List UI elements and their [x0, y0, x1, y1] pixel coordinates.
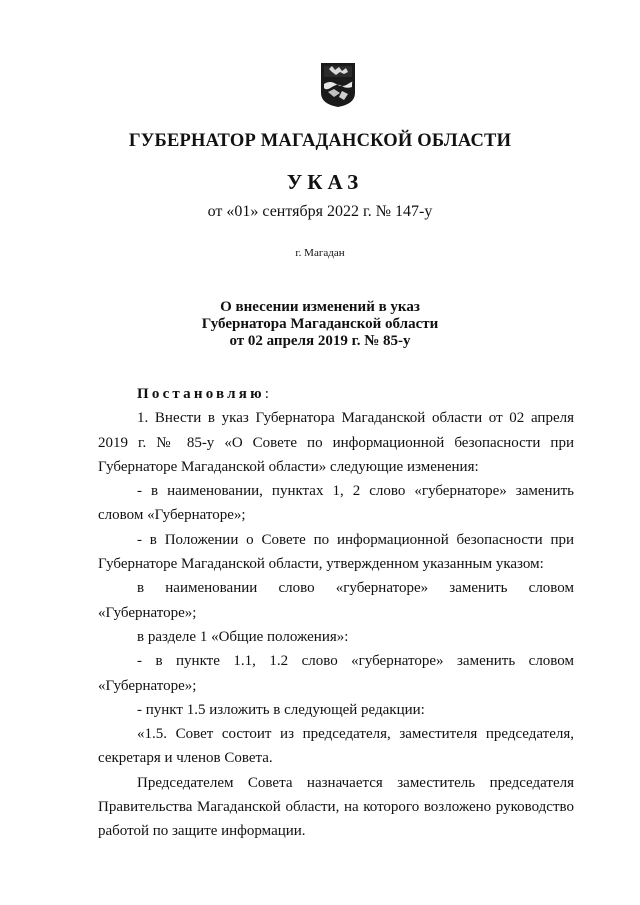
subject-line-2: Губернатора Магаданской области [201, 316, 439, 332]
paragraph-4-line-1: в наименовании слово «губернаторе» заменить словом [137, 580, 574, 597]
paragraph-1: 1. Внести в указ Губернатора Магаданской области от 02 апреля 2019 г. № 85-у «О Совете по информационной безопасности при Губернаторе Магаданской области» следующие изменения: [98, 410, 574, 475]
decree-heading [98, 382, 574, 406]
paragraph-7: - пункт 1.5 изложить в следующей редакции: [137, 701, 425, 718]
paragraph-9: Председателем Совета назначается заместитель председателя Правительства Магаданской области, на которого возложено руководство работой по защите информации. [98, 774, 574, 840]
subject-line-3: от 02 апреля 2019 г. № 85-у [229, 333, 411, 349]
paragraph-8: «1.5. Совет состоит из председателя, заместителя председателя, секретаря и членов Совета. [98, 726, 574, 767]
decree-colon: : [264, 386, 269, 402]
document-date-number: от «01» сентября 2022 г. № 147-у [207, 203, 433, 220]
subject-line-1: О внесении изменений в указ [220, 299, 420, 315]
paragraph-3: - в Положении о Совете по информационной безопасности при Губернаторе Магаданской области, утвержденном указанным указом: [98, 531, 574, 573]
paragraph-2: - в наименовании, пунктах 1, 2 слово «губернаторе» заменить словом «Губернаторе»; [98, 483, 574, 524]
document-type: УКАЗ [286, 170, 364, 194]
paragraph-6-line-1: - в пункте 1.1, 1.2 слово «губернаторе» заменить словом [137, 653, 574, 670]
authority-title: ГУБЕРНАТОР МАГАДАНСКОЙ ОБЛАСТИ [128, 131, 512, 151]
document-body [98, 382, 574, 844]
decree-word: Постановляю [137, 386, 265, 402]
document-subject [0, 299, 640, 350]
coat-of-arms-icon [320, 62, 356, 108]
paragraph-4-line-2: «Губернаторе»; [98, 604, 197, 621]
document-city: г. Магадан [295, 247, 345, 259]
paragraph-5: в разделе 1 «Общие положения»: [137, 628, 349, 645]
paragraph-6-line-2: «Губернаторе»; [98, 677, 197, 694]
